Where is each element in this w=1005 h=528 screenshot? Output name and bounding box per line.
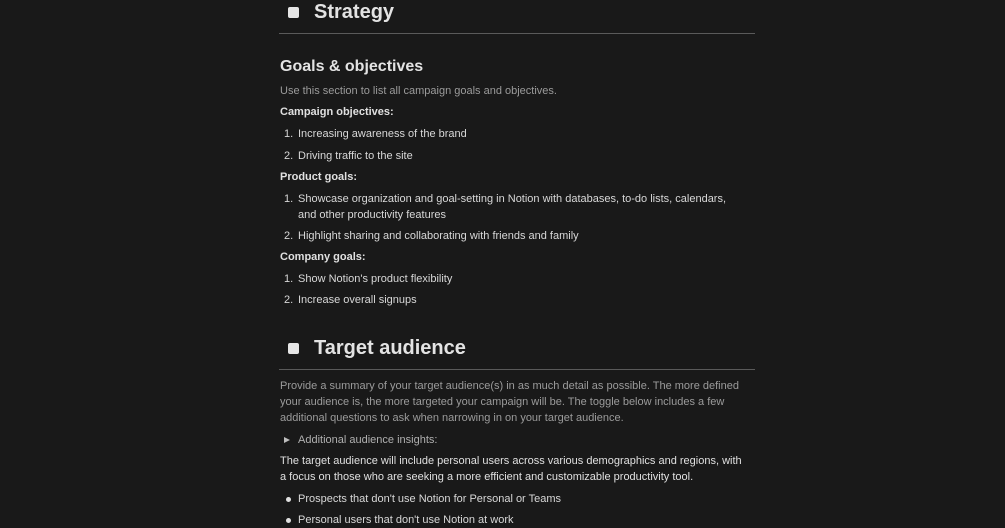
bullet-item bbox=[279, 491, 755, 507]
list-item-text: Increasing awareness of the brand bbox=[298, 128, 467, 140]
list-number: 2. bbox=[284, 150, 294, 162]
list-number: 1. bbox=[284, 193, 294, 205]
bullet-dot bbox=[279, 491, 298, 507]
list-item bbox=[279, 126, 755, 142]
divider bbox=[279, 369, 755, 370]
bullet-dot bbox=[279, 512, 298, 528]
goals-description: Use this section to list all campaign goals and objectives. bbox=[280, 85, 557, 97]
list-item-text: Highlight sharing and collaborating with friends and family bbox=[298, 230, 579, 242]
list-number: 2. bbox=[284, 230, 294, 242]
divider bbox=[279, 33, 755, 34]
audience-summary: The target audience will include personal users across various demographics and regions, with a focus on those who are seeking a more efficient and customizable productivity tool. bbox=[280, 455, 742, 483]
bullet-item-text: Personal users that don't use Notion at work bbox=[298, 514, 514, 526]
list-item bbox=[279, 148, 755, 164]
strategy-heading: Strategy bbox=[314, 1, 395, 23]
list-item-text: Show Notion's product flexibility bbox=[298, 273, 453, 285]
toggle-label: Additional audience insights: bbox=[298, 434, 438, 446]
goals-heading: Goals & objectives bbox=[280, 58, 424, 75]
toggle-triangle-icon[interactable] bbox=[284, 437, 290, 443]
campaign-objectives-label: Campaign objectives: bbox=[280, 106, 394, 118]
bullet-item bbox=[279, 512, 755, 528]
list-item-text: Driving traffic to the site bbox=[298, 150, 413, 162]
square-icon bbox=[288, 343, 299, 354]
square-icon bbox=[288, 7, 299, 18]
list-number: 1. bbox=[284, 273, 294, 285]
company-goals-label: Company goals: bbox=[280, 251, 366, 263]
strategy-heading-row bbox=[279, 0, 755, 26]
audience-description: Provide a summary of your target audience(s) in as much detail as possible. The more defined your audience is, the more targeted your campaign will be. The toggle below includes a few additional questions to ask when narrowing in on your target audience. bbox=[280, 380, 739, 424]
list-item-text: Increase overall signups bbox=[298, 294, 417, 306]
list-item-text: Showcase organization and goal-setting in Notion with databases, to-do lists, calendars, and other productivity features bbox=[298, 193, 727, 221]
audience-heading-row bbox=[279, 334, 755, 362]
bullet-item-text: Prospects that don't use Notion for Personal or Teams bbox=[298, 493, 561, 505]
list-item bbox=[279, 292, 755, 308]
product-goals-label: Product goals: bbox=[280, 171, 358, 183]
audience-heading: Target audience bbox=[314, 337, 466, 359]
list-number: 1. bbox=[284, 128, 294, 140]
list-number: 2. bbox=[284, 294, 294, 306]
list-item bbox=[279, 191, 739, 223]
list-item bbox=[279, 228, 755, 244]
audience-insights-toggle[interactable] bbox=[279, 432, 755, 448]
list-item bbox=[279, 271, 755, 287]
